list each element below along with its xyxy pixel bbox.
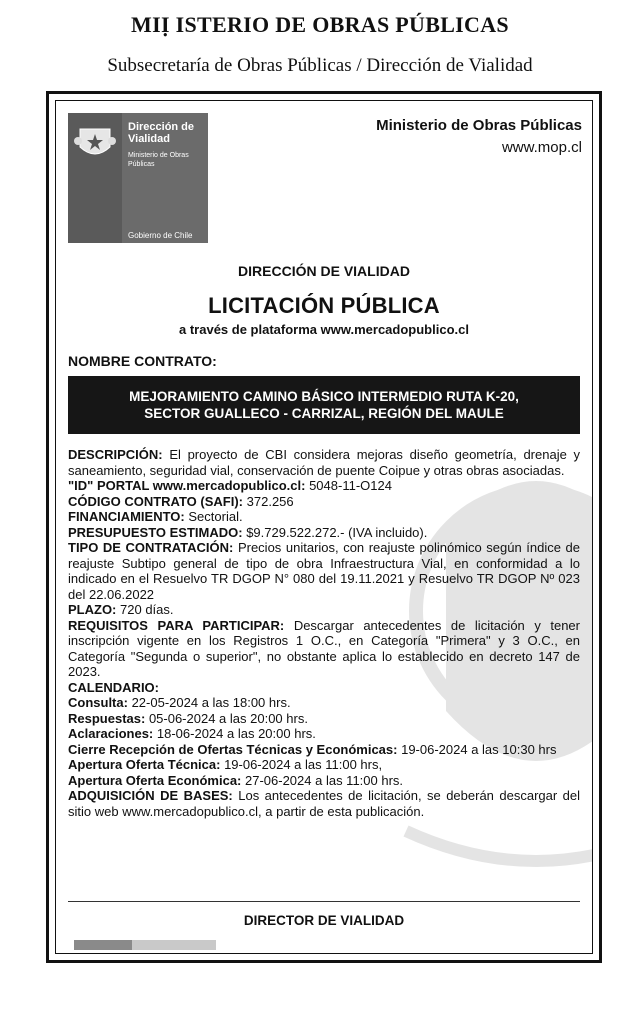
contract-name-box — [68, 376, 580, 434]
plazo-label: PLAZO: — [68, 602, 117, 617]
logo-direction-name: Dirección de Vialidad — [128, 121, 195, 145]
ministry-url: www.mop.cl — [501, 139, 582, 156]
apertura-tecnica-value: 19-06-2024 a las 11:00 hrs, — [224, 757, 383, 772]
logo-government: Gobierno de Chile — [128, 231, 193, 240]
consulta-row — [68, 695, 580, 711]
descripcion-value: El proyecto de CBI considera mejoras diseño geometría, drenaje y saneamiento, seguridad vial, conservación de puente Coipue y otras obras asociadas. — [68, 447, 580, 478]
aclaraciones-label: Aclaraciones: — [68, 726, 154, 741]
consulta-value: 22-05-2024 a las 18:00 hrs. — [131, 695, 291, 710]
cierre-row — [68, 742, 580, 758]
plazo-row — [68, 602, 580, 618]
calendario-row — [68, 680, 580, 696]
codigo-value: 372.256 — [246, 493, 294, 509]
cierre-label: Cierre Recepción de Ofertas Técnicas y Económicas: — [68, 741, 398, 757]
aclaraciones-value: 18-06-2024 a las 20:00 hrs. — [156, 726, 316, 741]
signature-bar-dark — [74, 940, 132, 950]
descripcion-row — [68, 447, 580, 478]
ministry-name: Ministerio de Obras Públicas — [376, 117, 582, 134]
notice-body — [68, 447, 580, 819]
apertura-economica-label: Apertura Oferta Económica: — [68, 772, 242, 788]
aclaraciones-row — [68, 726, 580, 742]
requisitos-row — [68, 618, 580, 680]
apertura-tecnica-row — [68, 757, 580, 773]
notice-title: LICITACIÓN PÚBLICA — [208, 293, 440, 318]
apertura-tecnica-label: Apertura Oferta Técnica: — [68, 757, 221, 772]
signature-bar-light — [132, 940, 216, 950]
notice-frame — [46, 91, 602, 963]
respuestas-label: Respuestas: — [68, 710, 146, 726]
footer-divider — [68, 901, 580, 902]
contract-name-line1: MEJORAMIENTO CAMINO BÁSICO INTERMEDIO RUTA K-20, — [129, 389, 519, 404]
financiamiento-value: Sectorial. — [188, 509, 243, 524]
codigo-label: CÓDIGO CONTRATO (SAFI): — [68, 493, 244, 509]
apertura-economica-row — [68, 773, 580, 789]
adquisicion-row — [68, 788, 580, 819]
platform-line: a través de plataforma www.mercadopublico.cl — [179, 322, 469, 337]
presupuesto-label: PRESUPUESTO ESTIMADO: — [68, 524, 243, 540]
descripcion-label: DESCRIPCIÓN: — [68, 447, 163, 462]
tipo-value: Precios unitarios, con reajuste polinómico según índice de reajuste Subtipo general de tipo de obra Infraestructura Vial, en conformidad a lo indicado en el Resuelvo TR DGOP N° 080 del 19.11.2021 y Resuelvo TR DGOP Nº 023 del 22.06.2022 — [68, 540, 580, 602]
plazo-value: 720 días. — [120, 602, 174, 617]
requisitos-value: Descargar antecedentes de licitación y tener inscripción vigente en los Registros 1 O.C., en Categoría "Primera" y 3 O.C., en Categoría "Segunda o superior", no obstante aplica lo establecido en decreto 147 de 2023. — [68, 617, 580, 679]
calendario-label: CALENDARIO: — [68, 679, 159, 695]
id-label: "ID" PORTAL www.mercadopublico.cl: — [68, 478, 306, 493]
adquisicion-value: Los antecedentes de licitación, se deberán descargar del sitio web www.mercadopublico.cl, a partir de esta publicación. — [68, 788, 580, 819]
codigo-row — [68, 494, 580, 510]
respuestas-value: 05-06-2024 a las 20:00 hrs. — [148, 710, 308, 726]
presupuesto-row — [68, 525, 580, 541]
presupuesto-value: $9.729.522.272.- (IVA incluido). — [246, 524, 428, 540]
adquisicion-label: ADQUISICIÓN DE BASES: — [68, 788, 233, 803]
ministry-heading: MIỊ ISTERIO DE OBRAS PÚBLICAS — [131, 12, 509, 37]
chile-coat-of-arms-icon — [74, 123, 116, 163]
tipo-row — [68, 540, 580, 602]
id-value: 5048-11-O124 — [309, 478, 392, 493]
financiamiento-row — [68, 509, 580, 525]
vialidad-logo — [68, 113, 208, 243]
tipo-label: TIPO DE CONTRATACIÓN: — [68, 540, 234, 555]
requisitos-label: REQUISITOS PARA PARTICIPAR: — [68, 617, 285, 633]
signatory: DIRECTOR DE VIALIDAD — [243, 913, 405, 928]
contract-name-label: NOMBRE CONTRATO: — [68, 353, 217, 369]
department-title: DIRECCIÓN DE VIALIDAD — [238, 263, 410, 279]
apertura-economica-value: 27-06-2024 a las 11:00 hrs. — [245, 772, 404, 788]
financiamiento-label: FINANCIAMIENTO: — [68, 509, 185, 524]
cierre-value: 19-06-2024 a las 10:30 hrs — [401, 741, 557, 757]
consulta-label: Consulta: — [68, 695, 128, 710]
id-row — [68, 478, 580, 494]
contract-name-line2: SECTOR GUALLECO - CARRIZAL, REGIÓN DEL MAULE — [144, 406, 504, 421]
logo-ministry-name: Ministerio de Obras Públicas — [128, 152, 189, 168]
respuestas-row — [68, 711, 580, 727]
subsecretaria-subheading: Subsecretaría de Obras Públicas / Dirección de Vialidad — [107, 55, 533, 76]
notice-inner-border — [55, 100, 593, 954]
